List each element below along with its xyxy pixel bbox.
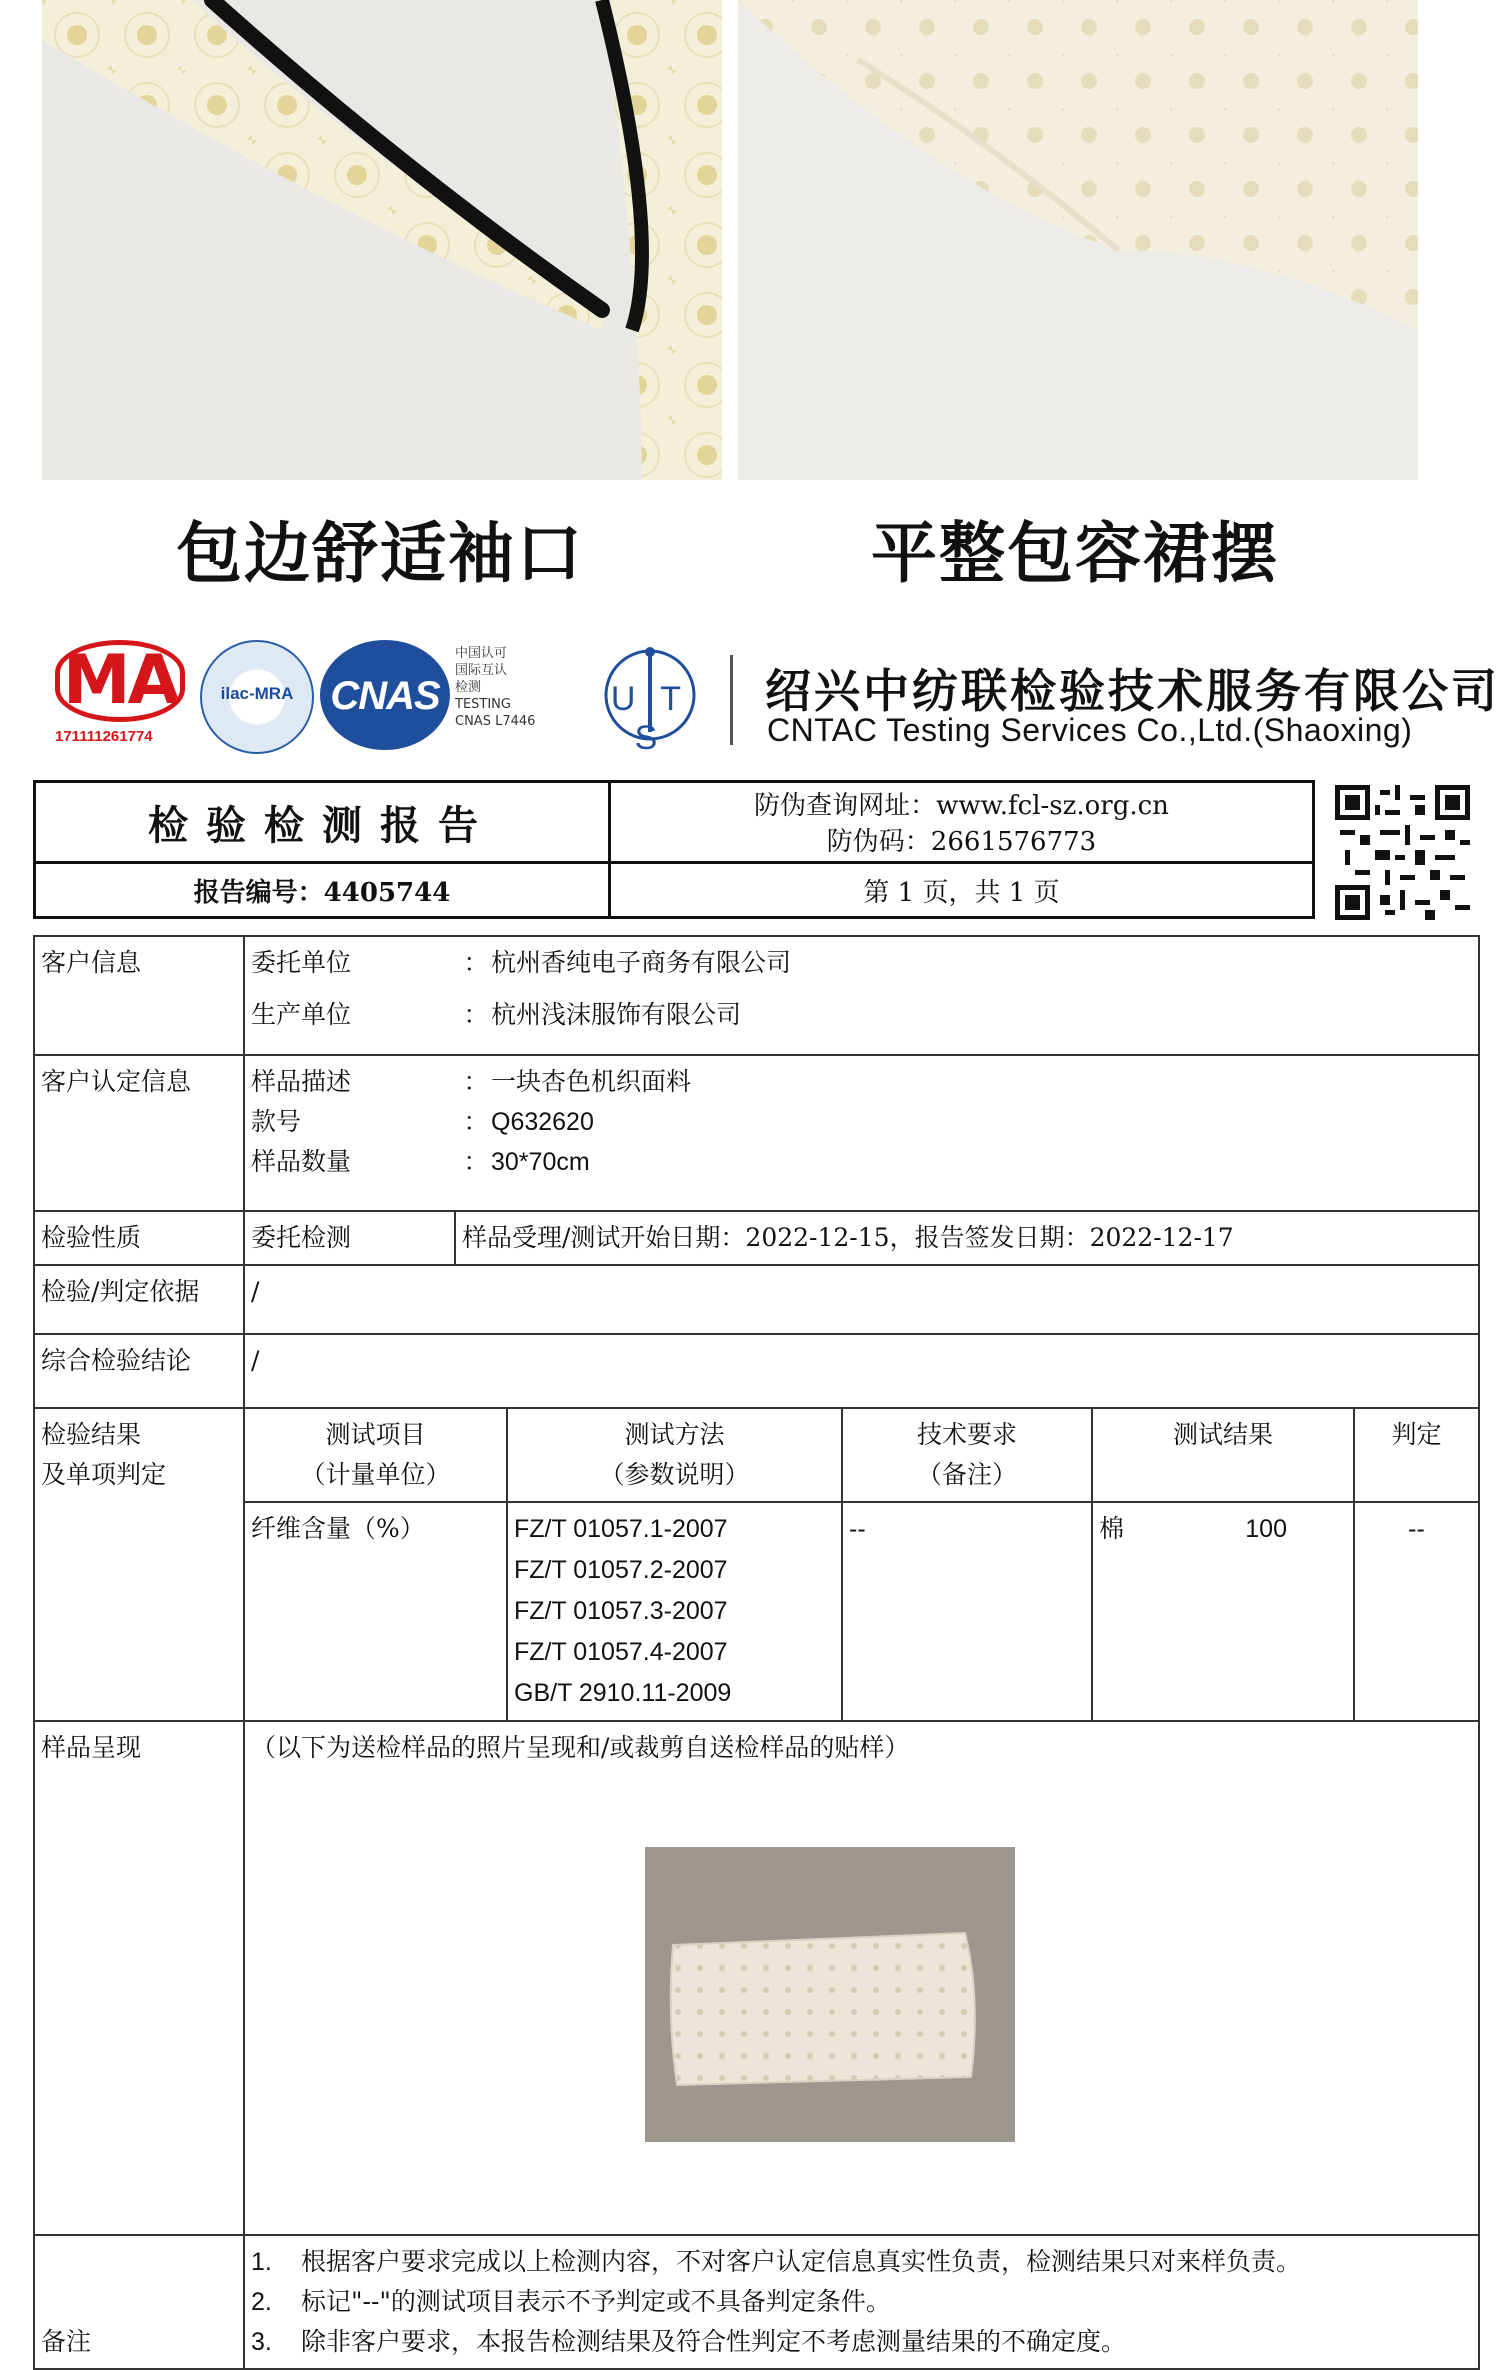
col-header-requirement: 技术要求 （备注） [842, 1409, 1092, 1502]
sleeve-caption: 包边舒适袖口 [176, 514, 584, 592]
verify-box [608, 780, 1315, 864]
cnas-line: TESTING [455, 697, 511, 712]
result-judgement: -- [1354, 1502, 1478, 1720]
col-header-item: 测试项目 （计量单位） [245, 1409, 507, 1502]
remarks-label: 备注 [34, 2235, 244, 2369]
cma-number: 171111261774 [55, 728, 153, 745]
result-item: 纤维含量（%） [245, 1502, 507, 1720]
qr-code[interactable] [1335, 785, 1470, 920]
verify-url: 防伪查询网址：www.fcl-sz.org.cn [754, 791, 1169, 821]
remark-item: 1. 根据客户要求完成以上检测内容，不对客户认定信息真实性负责，检测结果只对来样负责。 [251, 2247, 1302, 2276]
client-confirmed-row [34, 1055, 1479, 1211]
results-data-row [245, 1502, 1478, 1720]
cma-logo [55, 640, 190, 755]
client-info-label: 客户信息 [34, 936, 244, 1055]
result-methods: FZ/T 01057.1-2007 FZ/T 01057.2-2007 FZ/T 01057.3-2007 FZ/T 01057.4-2007 GB/T 2910.11-2009 [507, 1502, 842, 1720]
conclusion-label: 综合检验结论 [34, 1334, 244, 1408]
uts-logo [600, 640, 700, 757]
kv-row: 生产单位 ： 杭州浅沫服饰有限公司 [251, 995, 1472, 1035]
sample-cell [244, 1721, 1479, 2235]
report-no-box [33, 861, 611, 919]
cnas-logo [320, 640, 450, 750]
kv-key: 委托单位 [251, 948, 352, 977]
sleeve-photo [42, 0, 722, 480]
results-row [34, 1408, 1479, 1721]
hem-photo [738, 0, 1418, 480]
kv-key: 样品描述 [251, 1067, 352, 1096]
cnas-line: 检测 [455, 680, 482, 695]
hem-caption: 平整包容裙摆 [871, 514, 1279, 592]
nature-row [34, 1211, 1479, 1265]
client-confirmed-label: 客户认定信息 [34, 1055, 244, 1211]
sample-note: （以下为送检样品的照片呈现和/或裁剪自送检样品的贴样） [251, 1733, 910, 1762]
results-cell [244, 1408, 1479, 1721]
result-requirement: -- [842, 1502, 1092, 1720]
fiber-name: 棉 [1099, 1514, 1125, 1543]
kv-row: 款号 ： Q632620 [251, 1102, 1472, 1142]
verify-code: 防伪码：2661576773 [826, 827, 1097, 857]
cnas-logo-text: CNAS [330, 674, 440, 718]
ilac-logo-text: ilac-MRA [220, 684, 294, 703]
cma-logo-text: MA [55, 640, 185, 722]
company-name-en: CNTAC Testing Services Co.,Ltd.(Shaoxing) [767, 712, 1413, 748]
nature-cell [244, 1211, 1479, 1265]
client-info-row [34, 936, 1479, 1055]
company-name-cn: 绍兴中纺联检验技术服务有限公司 [765, 664, 1500, 718]
client-confirmed-values [244, 1055, 1479, 1211]
uts-logo-text: U T S [610, 680, 690, 757]
results-label [34, 1408, 244, 1721]
cnas-line: CNAS L7446 [455, 714, 536, 729]
kv-key: 生产单位 [251, 1000, 352, 1029]
page-box [608, 861, 1315, 919]
col-header-judgement: 判定 [1354, 1409, 1478, 1502]
page-indicator: 第 1 页，共 1 页 [863, 877, 1060, 908]
cnas-logo-caption [455, 645, 555, 730]
nature-label: 检验性质 [34, 1211, 244, 1265]
cnas-line: 国际互认 [455, 663, 508, 678]
remarks-row [34, 2235, 1479, 2369]
kv-key: 样品数量 [251, 1147, 352, 1176]
sample-row [34, 1721, 1479, 2235]
conclusion-row [34, 1334, 1479, 1408]
sample-label: 样品呈现 [34, 1721, 244, 2235]
basis-row [34, 1265, 1479, 1334]
nature-value: 委托检测 [245, 1212, 455, 1264]
kv-row: 样品数量 ： 30*70cm [251, 1142, 1472, 1182]
report-number: 报告编号：4405744 [193, 877, 451, 908]
report-title-box [33, 780, 611, 864]
logo-divider [730, 655, 733, 745]
results-header-row [245, 1409, 1478, 1502]
report-title: 检验检测报告 [148, 801, 496, 849]
col-header-result: 测试结果 [1092, 1409, 1354, 1502]
results-label-line: 检验结果 [41, 1420, 142, 1449]
kv-value: Q632620 [491, 1108, 594, 1136]
remark-item: 2. 标记"--"的测试项目表示不予判定或不具备判定条件。 [251, 2287, 891, 2316]
results-table [245, 1409, 1478, 1720]
cnas-line: 中国认可 [455, 646, 508, 661]
results-label-line: 及单项判定 [41, 1460, 167, 1489]
ilac-logo [200, 640, 314, 754]
kv-row: 委托单位 ： 杭州香纯电子商务有限公司 [251, 943, 1472, 983]
conclusion-value: / [244, 1334, 1479, 1408]
report-table [33, 935, 1480, 2370]
basis-label: 检验/判定依据 [34, 1265, 244, 1334]
remarks-list [244, 2235, 1479, 2369]
kv-value: 一块杏色机织面料 [491, 1067, 692, 1096]
nature-dates: 样品受理/测试开始日期：2022-12-15，报告签发日期：2022-12-17 [462, 1223, 1234, 1252]
result-value [1092, 1502, 1354, 1720]
kv-value: 杭州香纯电子商务有限公司 [491, 948, 792, 977]
kv-row: 样品描述 ： 一块杏色机织面料 [251, 1062, 1472, 1102]
remark-item: 3. 除非客户要求，本报告检测结果及符合性判定不考虑测量结果的不确定度。 [251, 2327, 1127, 2356]
fiber-percent: 100 [1245, 1515, 1287, 1543]
kv-value: 30*70cm [491, 1148, 590, 1176]
nature-inner [245, 1212, 1478, 1264]
col-header-method: 测试方法 （参数说明） [507, 1409, 842, 1502]
client-info-values [244, 936, 1479, 1055]
sample-photo [645, 1847, 1015, 2142]
basis-value: / [244, 1265, 1479, 1334]
kv-key: 款号 [251, 1107, 302, 1136]
kv-value: 杭州浅沫服饰有限公司 [491, 1000, 742, 1029]
